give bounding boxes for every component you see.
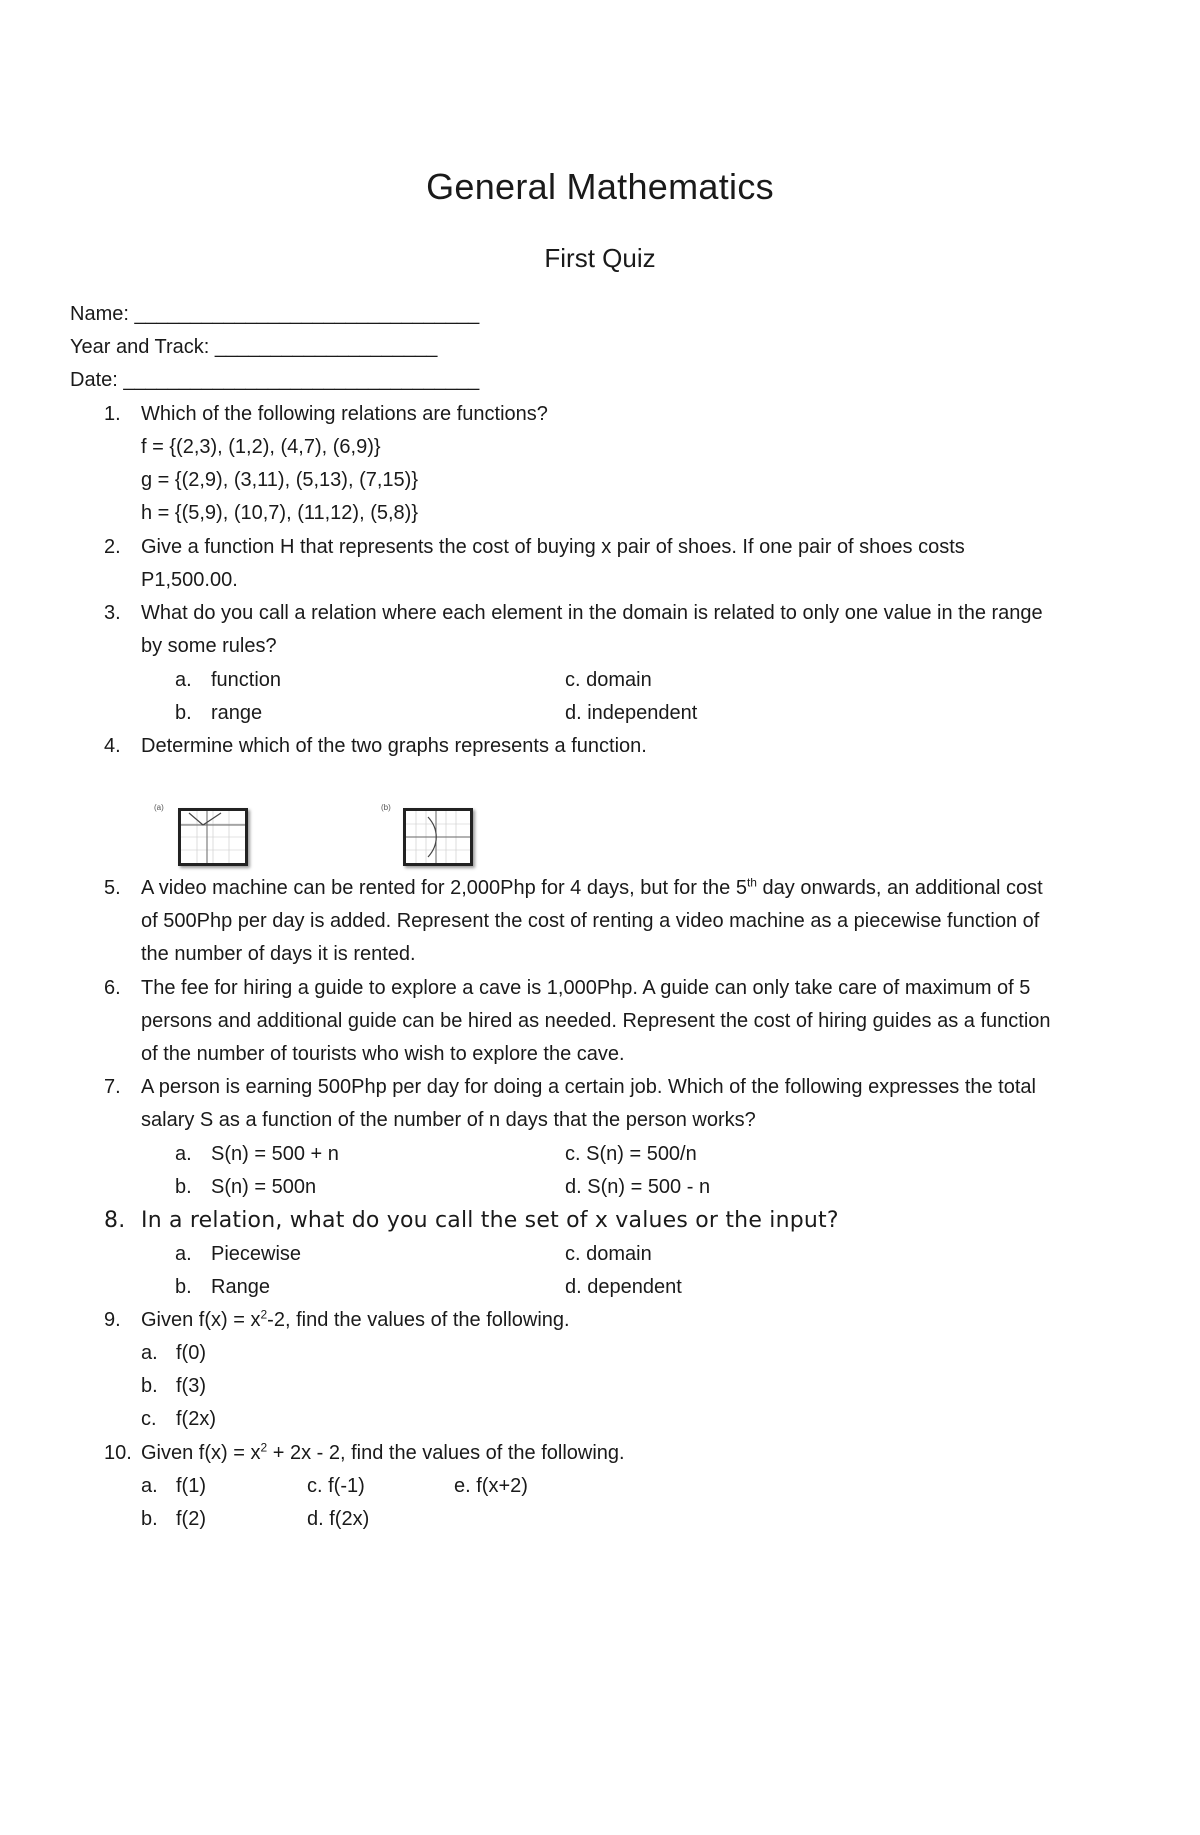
- question-7-option-d: d. S(n) = 500 - n: [565, 1176, 711, 1198]
- question-10-text-post: + 2x - 2, find the values of the following.: [267, 1442, 625, 1464]
- question-8-option-a-label: a.: [175, 1243, 192, 1265]
- question-9-text-pre: Given f(x) = x: [141, 1309, 261, 1331]
- page-subtitle: First Quiz: [544, 243, 656, 273]
- question-8-option-a: Piecewise: [211, 1243, 302, 1265]
- graph-a-label: (a): [154, 803, 164, 812]
- question-5-line-3: the number of days it is rented.: [141, 943, 416, 965]
- question-6-line-1: The fee for hiring a guide to explore a cave is 1,000Php. A guide can only take care of maximum of 5: [141, 977, 1031, 999]
- question-9-option-a-label: a.: [141, 1342, 158, 1364]
- question-8-option-d: d. dependent: [565, 1276, 682, 1298]
- question-6-line-3: of the number of tourists who wish to explore the cave.: [141, 1043, 625, 1065]
- question-7-number: 7.: [104, 1076, 121, 1098]
- question-3-option-a-label: a.: [175, 669, 192, 691]
- question-8-option-b: Range: [211, 1276, 270, 1298]
- question-7-option-b: S(n) = 500n: [211, 1176, 317, 1198]
- question-3-option-a: function: [211, 669, 282, 691]
- question-5-line-1-pre: A video machine can be rented for 2,000Php for 4 days, but for the 5: [141, 877, 747, 899]
- question-10-number: 10.: [104, 1442, 132, 1464]
- question-9-text: [141, 1309, 570, 1332]
- question-7-option-a: S(n) = 500 + n: [211, 1143, 339, 1165]
- question-4-number: 4.: [104, 735, 121, 757]
- question-7-option-b-label: b.: [175, 1176, 192, 1198]
- question-8-option-b-label: b.: [175, 1276, 192, 1298]
- question-10-option-e: e. f(x+2): [454, 1475, 528, 1497]
- question-8-option-c: c. domain: [565, 1243, 652, 1265]
- question-6-line-2: persons and additional guide can be hired as needed. Represent the cost of hiring guides as a function: [141, 1010, 1051, 1032]
- question-9-superscript: 2: [260, 1307, 268, 1322]
- question-5-line-1: [141, 877, 1043, 900]
- question-3-line-1: What do you call a relation where each element in the domain is related to only one value in the range: [141, 602, 1043, 624]
- question-2-line-2: P1,500.00.: [141, 569, 238, 591]
- question-9-option-c: f(2x): [176, 1408, 216, 1430]
- graph-b-label: (b): [381, 803, 391, 812]
- question-9-option-c-label: c.: [141, 1408, 157, 1430]
- question-5-line-1-post: day onwards, an additional cost: [756, 877, 1043, 899]
- relation-f: f = {(2,3), (1,2), (4,7), (6,9)}: [141, 436, 381, 458]
- question-10-text-pre: Given f(x) = x: [141, 1442, 261, 1464]
- question-7-option-c: c. S(n) = 500/n: [565, 1143, 697, 1165]
- question-9-option-b-label: b.: [141, 1375, 158, 1397]
- question-2-line-1: Give a function H that represents the cost of buying x pair of shoes. If one pair of shoes costs: [141, 536, 965, 558]
- question-10-option-b-label: b.: [141, 1508, 158, 1530]
- question-9-option-a: f(0): [176, 1342, 206, 1364]
- question-6-number: 6.: [104, 977, 121, 999]
- question-10-option-c: c. f(-1): [307, 1475, 365, 1497]
- question-3-number: 3.: [104, 602, 121, 624]
- question-3-option-d: d. independent: [565, 702, 698, 724]
- graph-b: [403, 808, 473, 866]
- question-10-superscript: 2: [260, 1440, 268, 1455]
- question-8-text: In a relation, what do you call the set of x values or the input?: [141, 1208, 839, 1233]
- year-track-field: Year and Track: ____________________: [70, 336, 438, 358]
- question-1-text: Which of the following relations are functions?: [141, 403, 548, 425]
- date-field: Date: ________________________________: [70, 369, 480, 391]
- question-9-number: 9.: [104, 1309, 121, 1331]
- name-field: Name: _______________________________: [70, 303, 480, 325]
- page-title: General Mathematics: [426, 166, 774, 207]
- question-3-option-b: range: [211, 702, 263, 724]
- question-9-text-post: -2, find the values of the following.: [267, 1309, 570, 1331]
- graph-a: [178, 808, 248, 866]
- question-10-option-b: f(2): [176, 1508, 206, 1530]
- question-2-number: 2.: [104, 536, 121, 558]
- question-3-line-2: by some rules?: [141, 635, 277, 657]
- relation-g: g = {(2,9), (3,11), (5,13), (7,15)}: [141, 469, 418, 491]
- question-10-option-a-label: a.: [141, 1475, 158, 1497]
- question-7-line-2: salary S as a function of the number of n days that the person works?: [141, 1109, 756, 1131]
- question-8-number: 8.: [104, 1208, 126, 1233]
- question-1-number: 1.: [104, 403, 121, 425]
- question-5-line-2: of 500Php per day is added. Represent the cost of renting a video machine as a piecewise function of: [141, 910, 1040, 932]
- question-3-option-b-label: b.: [175, 702, 192, 724]
- question-4-text: Determine which of the two graphs represents a function.: [141, 735, 647, 757]
- question-10-option-d: d. f(2x): [307, 1508, 370, 1530]
- question-5-superscript: th: [746, 875, 757, 890]
- question-10-text: [141, 1442, 625, 1465]
- question-3-option-c: c. domain: [565, 669, 652, 691]
- question-7-line-1: A person is earning 500Php per day for doing a certain job. Which of the following expresses the total: [141, 1076, 1036, 1098]
- graph-a-plot: [181, 811, 245, 863]
- question-5-number: 5.: [104, 877, 121, 899]
- graph-b-plot: [406, 811, 470, 863]
- question-9-option-b: f(3): [176, 1375, 206, 1397]
- question-7-option-a-label: a.: [175, 1143, 192, 1165]
- question-10-option-a: f(1): [176, 1475, 206, 1497]
- relation-h: h = {(5,9), (10,7), (11,12), (5,8)}: [141, 502, 418, 524]
